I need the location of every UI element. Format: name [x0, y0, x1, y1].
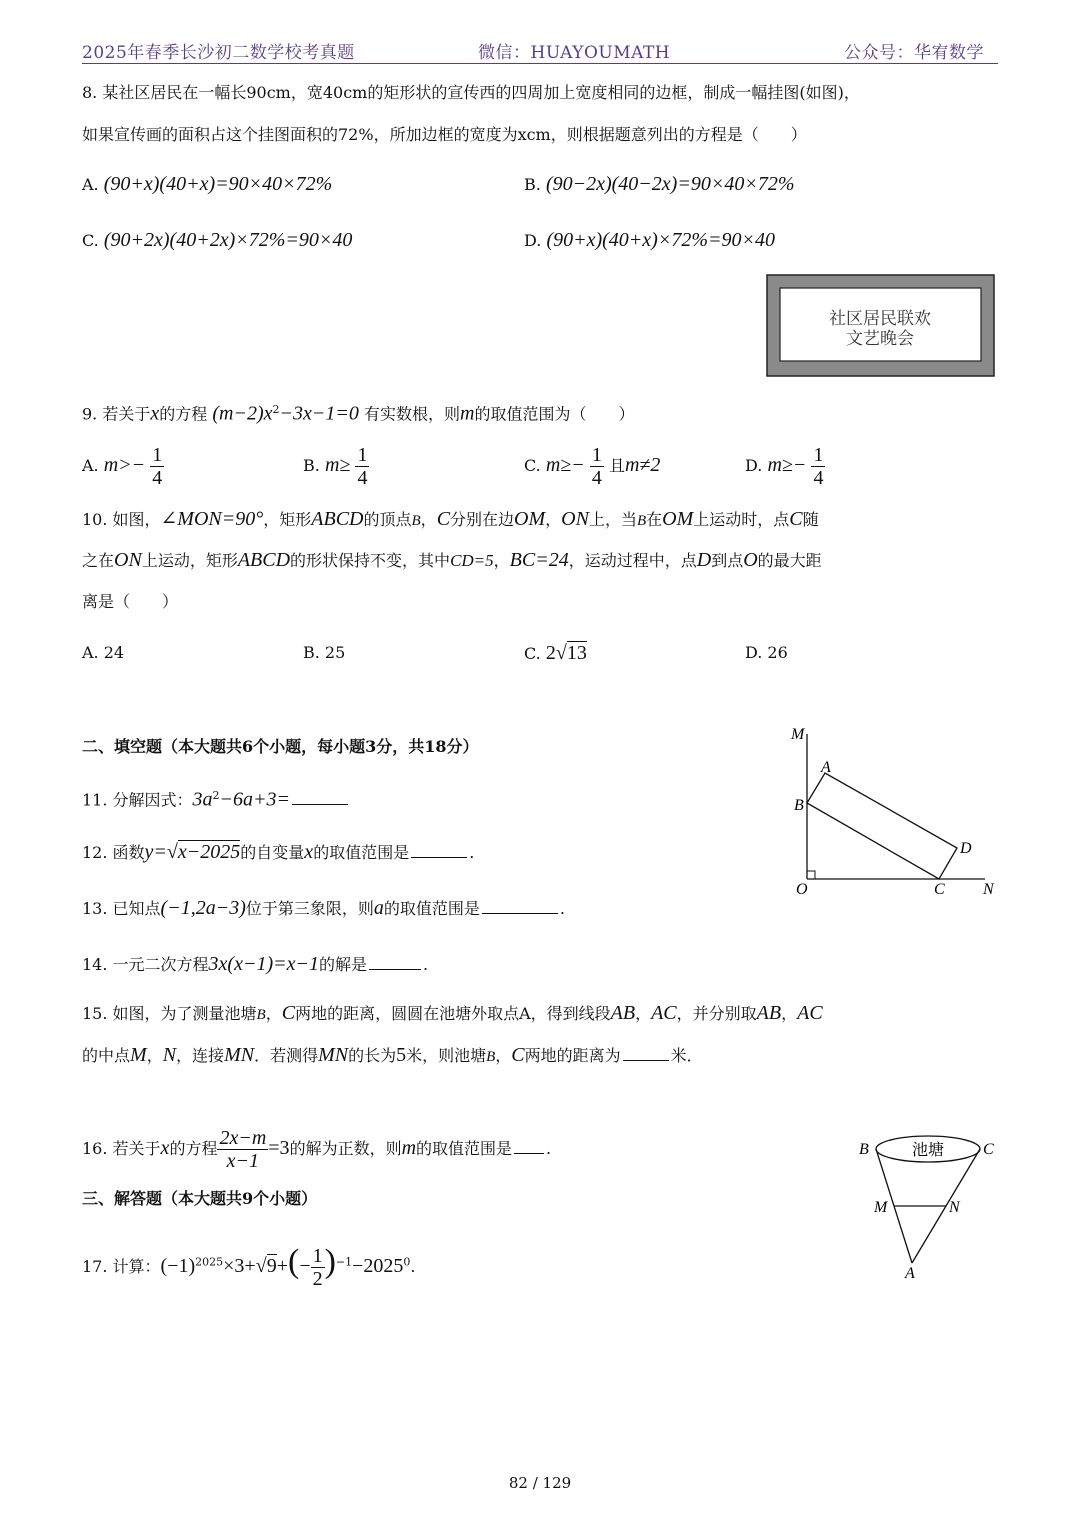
q14: 14. 一元二次方程3x(x−1)=x−1的解是 .: [82, 953, 429, 975]
svg-text:A: A: [821, 759, 831, 776]
q8-option-c: C. (90+2x)(40+2x)×72%=90×40: [82, 229, 353, 251]
q13: 13. 已知点(−1,2a−3)位于第三象限，则a的取值范围是 .: [82, 897, 565, 919]
q10-line2: 之在ON上运动，矩形ABCD的形状保持不变，其中CD=5，BC=24，运动过程中，点D到点O的最大距: [82, 549, 822, 571]
q10-option-d: D. 26: [745, 643, 788, 662]
q10-option-c: C. 2√13: [524, 642, 587, 664]
svg-text:B: B: [859, 1141, 869, 1158]
header-center: 微信：HUAYOUMATH: [478, 43, 671, 63]
q8-option-b: B. (90−2x)(40−2x)=90×40×72%: [524, 173, 795, 195]
q10-option-a: A. 24: [82, 643, 125, 662]
svg-text:C: C: [983, 1141, 994, 1158]
q11-blank[interactable]: [292, 803, 348, 805]
q8-option-d: D. (90+x)(40+x)×72%=90×40: [524, 229, 775, 251]
header-rule: [82, 63, 998, 64]
right-angle-mark: [807, 871, 815, 879]
q12-blank[interactable]: [411, 856, 467, 858]
svg-text:N: N: [949, 1199, 960, 1216]
header-left: 2025年春季长沙初二数学校考真题: [82, 43, 355, 63]
svg-text:N: N: [983, 881, 994, 898]
q14-blank[interactable]: [369, 968, 421, 970]
q15-line2: 的中点M，N，连接MN．若测得MN的长为5米，则池塘B，C两地的距离为 米．: [82, 1044, 703, 1066]
q11: 11. 分解因式：$3a^2-6a+3=$: [82, 784, 350, 812]
section-3-title: 三、解答题（本大题共9个小题）: [82, 1189, 318, 1208]
q9-option-d: D. m≥− $\frac{1}{4}$: [745, 444, 824, 489]
q10-line3: 离是（ ）: [82, 592, 179, 611]
q13-blank[interactable]: [482, 912, 558, 914]
q10-line1: 10. 如图，∠MON=90°，矩形ABCD的顶点B，C分别在边OM，ON上，当B在OM上运动时，点C随: [82, 508, 819, 530]
q9-option-c: C. m≥− $\frac{1}{4}$ 且m≠2: [524, 444, 661, 489]
q9-option-b: B. m≥ $\frac{1}{4}$: [303, 444, 368, 489]
section-2-title: 二、填空题（本大题共6个小题，每小题3分，共18分）: [82, 737, 479, 756]
poster-text-2: 文艺晚会: [846, 329, 914, 348]
svg-text:M: M: [791, 726, 805, 743]
q8-option-a: A. (90+x)(40+x)=90×40×72%: [82, 173, 333, 195]
q12: 12. 函数y=√x−2025的自变量x的取值范围是 .: [82, 841, 475, 863]
q15-blank[interactable]: [623, 1059, 669, 1061]
q8-option-b-eq: (90−2x)(40−2x)=90×40×72%: [545, 173, 795, 195]
pond-figure: [855, 1132, 1000, 1282]
q17: 17. 计算：$(-1)^{2025}\times 3+√9+(-$ $\frac{1}{2}$ )$^{-1}-2025^0$.: [82, 1243, 416, 1290]
q8-option-c-eq: (90+2x)(40+2x)×72%=90×40: [103, 229, 353, 251]
header-right: 公众号：华宥数学: [844, 43, 984, 63]
q15-line1: 15. 如图，为了测量池塘B，C两地的距离，圆圆在池塘外取点A，得到线段AB，AC，并分别取AB，AC: [82, 1002, 823, 1024]
svg-text:D: D: [960, 840, 972, 857]
q9-option-a: A. m>− $\frac{1}{4}$: [82, 444, 163, 489]
q8-line2: 如果宣传画的面积占这个挂图面积的72%，所加边框的宽度为xcm，则根据题意列出的方程是（ ）: [82, 125, 807, 144]
rectangle-abcd: [807, 773, 957, 879]
svg-text:A: A: [905, 1265, 915, 1282]
q8-option-d-eq: (90+x)(40+x)×72%=90×40: [546, 229, 775, 251]
svg-text:池塘: 池塘: [911, 1142, 945, 1159]
svg-text:C: C: [934, 881, 945, 898]
q10-option-b: B. 25: [303, 643, 346, 662]
q8-line1: 8. 某社区居民在一幅长90cm，宽40cm的矩形状的宣传西的四周加上宽度相同的边框，制成一幅挂图(如图)，: [82, 83, 860, 102]
rectangle-figure: [785, 722, 1000, 900]
q8-option-a-eq: (90+x)(40+x)=90×40×72%: [103, 173, 333, 195]
svg-text:B: B: [794, 797, 804, 814]
page-number: 82 / 129: [508, 1474, 572, 1492]
svg-text:O: O: [796, 881, 808, 898]
svg-text:M: M: [874, 1199, 888, 1216]
q16-blank[interactable]: [514, 1152, 544, 1154]
q9-stem: 9. 若关于x的方程 $(m-2)x^2-3x-1=0$ 有实数根，则m的取值范围为（ ）: [82, 402, 635, 425]
poster-text-1: 社区居民联欢: [829, 309, 931, 328]
poster-figure: [766, 274, 996, 378]
q16: 16. 若关于x的方程 $\frac{2x-m}{x-1}$ =3的解为正数，则m的取值范围是 .: [82, 1127, 552, 1172]
